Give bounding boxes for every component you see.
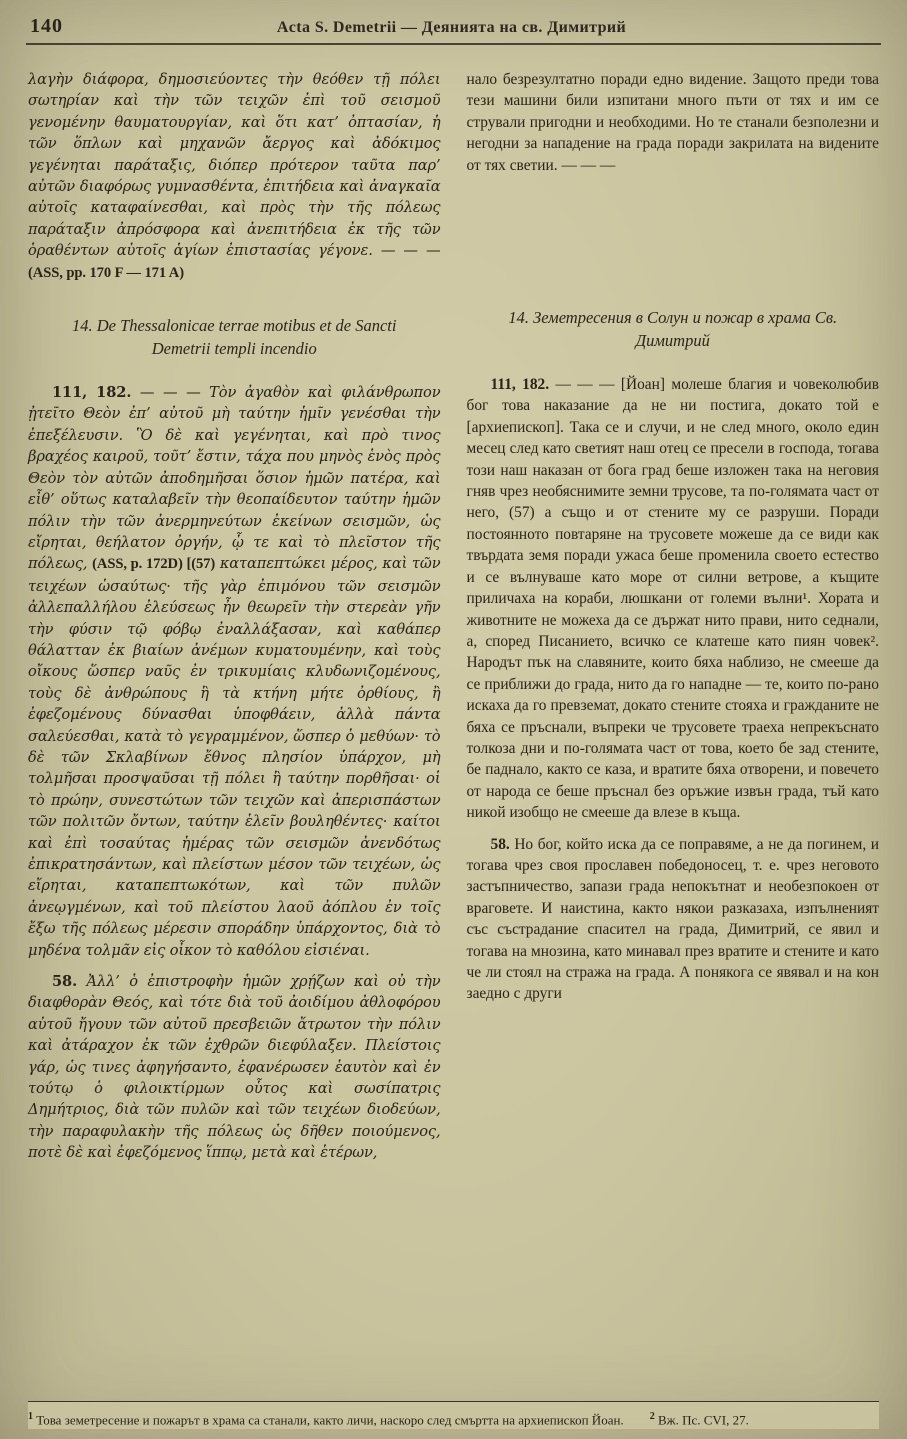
greek-text: Ἀλλ’ ὁ ἐπιστροφὴν ἡμῶν χρῄζων καὶ οὐ τὴν διαφθορὰν Θεός, καὶ τότε διὰ τοῦ ἀοιδίμου ἀθλοφόρου αὐτοῦ ἤγουν τῶν αὐτοῦ πρεσβειῶν ἄτρωτον τὴν πόλιν καὶ ἀτάραχον ἐκ τῶν ἐχθρῶν διεφύλαξεν. Πλείστοις γάρ, ὡς τινες ἀφηγήσαντο, ἐφανέρωσεν ἑαυτὸν καὶ ἐν τούτῳ ὁ φιλοικτίρμων οὗτος καὶ σωσίπατρις Δημήτριος, διὰ τῶν πυλῶν καὶ τῶν τειχέων διοδεύων, τὴν παραφυλακὴν τῆς πόλεως ὡς δῆθεν ποιούμενος, ποτὲ δὲ καὶ ἐφεζόμενος ἵππῳ, μετὰ καὶ ἑτέρων, <box>28 973 441 1162</box>
greek-text: καταπεπτώκει μέρος, καὶ τῶν τειχέων ὡσαύτως· τῆς γὰρ ἐπιμόνου τῶν σεισμῶν ἀλλεπαλλήλου ἐλεύσεως ἦν θεωρεῖν τὴν στερεὰν γῆν τὴν φύσιν τῷ φόβῳ ἐναλλάξασαν, καὶ καθάπερ θάλατταν ἐκ βιαίων ἀνέμων κυματουμένην, καὶ τοὺς οἴκους ὥσπερ ναῦς ἐν τρικυμίαις κλυδωνιζομένους, τοὺς δὲ ἀνθρώπους ἢ τὰ κτήνη μήτε ὀρθίους, ἢ ἐφεζομένους δύνασθαι ὑποφθάειν, ἀλλὰ πάντα σαλεύεσθαι, κατὰ τὸ γεγραμμένον, ὥσπερ ὁ μεθύων· τὸ δὲ τῶν Σκλαβίνων ἔθνος πλησίον ὑπάρχον, μὴ τολμῆσαι προσψαῦσαι τῇ πόλει ἢ ταύτην πορθῆσαι· οἱ τὸ πρώην, συνεστώτων τῶν τειχῶν καὶ ἀπερισπάστων τῶν πολιτῶν ὄντων, ταύτην ἑλεῖν βουληθέντες· καίτοι καὶ ἐπὶ τοσαύτας ἡμέρας τῶν σεισμῶν ἀνενδότως ἐπικρατησάντων, καὶ πλείστων μέσον τῶν τειχέων, ὡς εἴρηται, καταπεπτωκότων, καὶ τῶν πυλῶν ἀνεῳγμένων, καὶ τοῦ πλείστου λαοῦ ἀόπλου ἐν τοῖς ἔξω τῆς πόλεως μέρεσιν σποράδην ὑπάρχοντος, διὰ τὸ μηδένα τολμᾶν εἰς οἶκον τὸ καθόλου εἰσιέναι. <box>28 555 441 959</box>
footnote-mark-2: 2 <box>649 1410 655 1422</box>
bulgarian-paragraph-continued: нало безрезултатно поради едно видение. Защото преди това тези машини били изпитани много пъти от тях и им се стрували пригодни и необходими. Но те станали безполезни и негодни за нападение на града поради закрилата на видените от тях светии. — — — <box>466 71 879 174</box>
paragraph-number: 111, 182. <box>490 376 550 394</box>
greek-paragraph-continued <box>28 69 441 284</box>
header-rule <box>26 43 881 45</box>
paragraph-number: 58. <box>490 835 510 853</box>
page-number: 140 <box>30 15 63 37</box>
greek-column <box>28 69 441 1351</box>
footnote-2-text: Вж. Пс. CVI, 27. <box>654 1412 749 1427</box>
greek-text: — — — Τὸν ἀγαθὸν καὶ φιλάνθρωπον ᾐτεῖτο Θεὸν ἐπ’ αὐτοῦ μὴ ταύτην ἡμῖν γενέσθαι τὴν ἐπεξέλευσιν. Ὃ δὲ καὶ γεγένηται, καὶ πρὸ τινος βραχέος καιροῦ, τοῦτ’ ἔστιν, τάχα που μηνὸς ἑνὸς πρὸς Θεὸν τὸν αὐτῶν ἀποδημῆσαι ὅσιον ἡμῶν πατέρα, καὶ εἶθ’ οὕτως καταλαβεῖν τὴν θεοπαίδευτον ταύτην ἡμῶν πόλιν τὴν τῶν ἀνερμηνεύτων ἐκείνων σεισμῶν, ὡς εἴρηται, θεήλατον ὀργήν, ᾧ τε καὶ τὸ πλεῖστον τῆς πόλεως, <box>28 384 441 573</box>
citation-ass-pp-170f-171a: (ASS, pp. 170 F — 171 A) <box>28 264 184 281</box>
citation-ass-p-172d: (ASS, p. 172D) [(57) <box>92 556 216 573</box>
greek-text: λαγὴν διάφορα, δημοσιεύοντες τὴν θεόθεν τῇ πόλει σωτηρίαν καὶ τὴν τῶν τειχῶν ἐπὶ τοῦ σεισμοῦ γενομένην θαυματουργίαν, καὶ ὅτι κατ’ ὀπτασίαν, ἡ τῶν ὅπλων καὶ μηχανῶν ἄεργος καὶ ἀδόκιμος γεγένηται παράταξις, διόπερ πρότερον ταῦτα παρ’ αὐτῶν διαφόρως γυμνασθέντα, ἐπιτήδεια καὶ ἀναγκαῖα αὐτοῖς καταφαίνεσθαι, καὶ πρὸς τὴν τῆς πόλεως παράταξιν ἀπρόσφορα καὶ ἀνεπιτήδεια ἐκ τῆς τῶν ὁραθέντων αὐτοῖς ἁγίων ἐπιστασίας γέγονε. — — — <box>28 71 441 260</box>
page-header <box>0 0 907 41</box>
footnote-1-text: Това земетресение и пожарът в храма са станали, както личи, наскоро след смъртта на архиепископ Йоан. <box>33 1412 624 1427</box>
bulgarian-text: — — — [Йоан] молеше благия и човеколюбив бог това наказание да не ни постига, докато той е [архиепископ]. Така се и случи, и не след много, около един месец след като светият наш отец се пресели в господа, тогава този наш наказан от бога град беше изложен така на неговия гняв чрез необяснимите земни трусове, та по-голямата част от него, (57) а също и от стените му се разруши. Поради постоянното повтаряне на трусовете можеше да се види как твърдата земя поради ужаса беше променила своето естество и се вълнуваше като море от силни ветрове, а къщите приличаха на кораби, люшкани от големи вълни¹. Хората и животните не можеха да се държат нито прави, нито седнали, а, според Писанието, всичко се клатеше като пиян човек². Народът пък на славяните, които бяха наблизо, не смееше да се приближи до града, нито да го нападне — те, които по-рано искаха да го превземат, докато стените стояха и гражданите не бяха се пръснали, въпреки че трусовете траеха непрекъснато толкоза дни и по-голямата част от това, което бе зад стените, бе паднало, както се каза, и вратите бяха отворени, и повечето от народа се беше пръснал без оръжие извън града, тъй като никой изобщо не смееше да влезе в къща. <box>466 376 879 822</box>
bulgarian-text: Но бог, който иска да се поправяме, а не да погинем, и тогава чрез своя прославен победоносец, т. е. чрез неговото застъпничество, запази града непокътнат и необезпокоен от враговете. И наистина, както някои разказаха, изпълненият със състрадание спасител на града, Димитрий, се явил и тогава на мнозина, като минавал през вратите и стените и като че ли стоял на стража на града. А понякога се явявал и на кон заедно с други <box>466 835 879 1003</box>
greek-paragraph-111-182 <box>28 382 441 961</box>
bulgarian-column <box>467 69 880 1351</box>
bulgarian-paragraph-111-182 <box>467 374 880 824</box>
bulgarian-paragraph-58 <box>467 834 880 1005</box>
running-title: Acta S. Demetrii — Деянията на св. Димитрий <box>276 19 627 36</box>
paragraph-number: 58. <box>52 973 78 991</box>
footnote-mark-1: 1 <box>28 1410 33 1422</box>
greek-paragraph-58 <box>28 971 441 1164</box>
bulgarian-section-heading: 14. Земетресения в Солун и пожар в храма Св. Димитрий <box>508 308 838 351</box>
latin-section-heading: 14. De Thessalonicae terrae motibus et de Sancti Demetrii templi incendio <box>72 316 397 359</box>
text-columns <box>0 45 907 1351</box>
footnote-block <box>28 1401 879 1429</box>
paragraph-number: 111, 182. <box>52 384 132 402</box>
